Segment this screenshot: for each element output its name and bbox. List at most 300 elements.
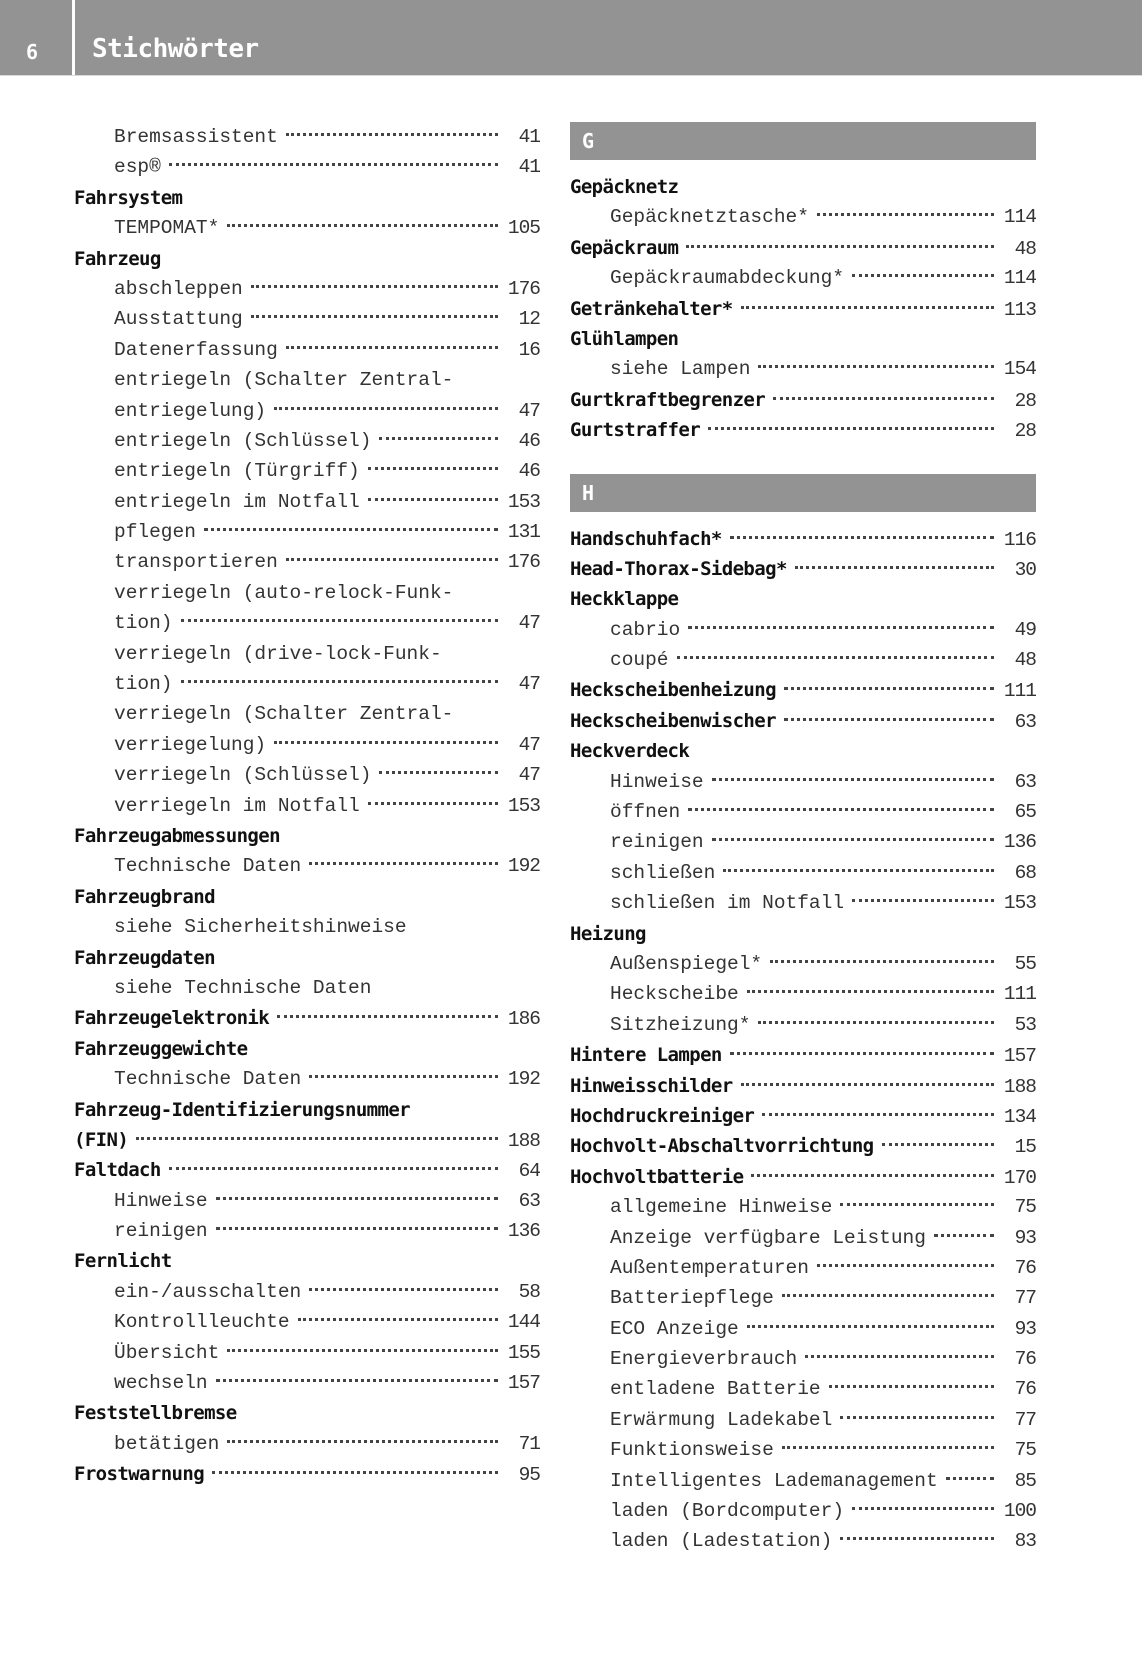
dot-leader xyxy=(852,1507,994,1510)
dot-leader xyxy=(204,528,498,531)
entry-text: Ausstattung xyxy=(114,308,243,331)
index-subentry[interactable] xyxy=(570,1405,1036,1435)
index-subentry[interactable] xyxy=(74,1064,540,1094)
entry-text: ein-/ausschalten xyxy=(114,1280,302,1303)
entry-page-number: 111 xyxy=(1003,983,1036,1006)
entry-text: Frostwarnung xyxy=(74,1463,205,1486)
index-subentry[interactable] xyxy=(74,1429,540,1459)
dot-leader xyxy=(181,680,498,683)
entry-text: entladene Batterie xyxy=(610,1378,821,1401)
entry-page-number: 93 xyxy=(1014,1317,1036,1340)
entry-text: tion) xyxy=(114,612,173,635)
entry-page-number: 49 xyxy=(1014,618,1036,641)
entry-page-number: 28 xyxy=(1014,420,1036,443)
entry-page-number: 41 xyxy=(518,156,540,179)
index-subentry[interactable] xyxy=(74,1186,540,1216)
index-subentry[interactable] xyxy=(74,730,540,760)
entry-text: verriegeln (drive-lock-Funk- xyxy=(114,642,442,665)
dot-leader xyxy=(840,1416,994,1419)
entry-text: Glühlampen xyxy=(570,327,679,350)
dot-leader xyxy=(770,960,994,963)
entry-text: Hintere Lampen xyxy=(570,1044,722,1067)
dot-leader xyxy=(840,1537,994,1540)
index-subentry[interactable] xyxy=(74,1216,540,1246)
entry-page-number: 12 xyxy=(518,308,540,331)
entry-text: Bremsassistent xyxy=(114,126,278,148)
dot-leader xyxy=(136,1137,498,1140)
index-subentry[interactable] xyxy=(74,791,540,821)
entry-text: Hochvoltbatterie xyxy=(570,1165,744,1188)
index-subentry[interactable] xyxy=(74,608,540,638)
entry-text: Fernlicht xyxy=(74,1250,172,1273)
dot-leader xyxy=(741,306,994,309)
index-subentry[interactable] xyxy=(74,912,540,942)
entry-text: laden (Ladestation) xyxy=(610,1530,833,1553)
index-subentry[interactable] xyxy=(74,1368,540,1398)
entry-text: Head-Thorax-Sidebag* xyxy=(570,557,787,580)
entry-page-number: 30 xyxy=(1014,558,1036,581)
index-subentry[interactable] xyxy=(570,1010,1036,1040)
dot-leader xyxy=(758,1021,994,1024)
dot-leader xyxy=(286,558,498,561)
entry-text: Gepäcknetz xyxy=(570,176,679,198)
dot-leader xyxy=(227,1440,498,1443)
entry-text: Hinweise xyxy=(610,770,704,793)
dot-leader xyxy=(882,1143,995,1146)
entry-page-number: 192 xyxy=(507,1068,540,1091)
index-entry[interactable] xyxy=(570,919,1036,949)
entry-text: Hochvolt-Abschaltvorrichtung xyxy=(570,1135,874,1158)
entry-page-number: 77 xyxy=(1014,1408,1036,1431)
dot-leader xyxy=(227,224,498,227)
entry-page-number: 192 xyxy=(507,855,540,878)
entry-page-number: 157 xyxy=(1003,1045,1036,1068)
index-subentry[interactable] xyxy=(570,858,1036,888)
dot-leader xyxy=(251,315,498,318)
dot-leader xyxy=(784,718,994,721)
entry-page-number: 95 xyxy=(518,1464,540,1487)
dot-leader xyxy=(712,778,994,781)
index-subentry[interactable] xyxy=(74,851,540,881)
index-subentry[interactable] xyxy=(570,949,1036,979)
entry-text: Fahrzeugbrand xyxy=(74,885,215,908)
entry-page-number: 47 xyxy=(518,733,540,756)
dot-leader xyxy=(298,1318,498,1321)
dot-leader xyxy=(762,1113,994,1116)
index-subentry[interactable] xyxy=(74,456,540,486)
index-entry[interactable] xyxy=(570,524,1036,554)
index-entry[interactable] xyxy=(570,233,1036,263)
entry-text: schließen im Notfall xyxy=(610,892,845,915)
dot-leader xyxy=(730,536,994,539)
entry-page-number: 176 xyxy=(507,551,540,574)
entry-text: Außentemperaturen xyxy=(610,1256,809,1279)
dot-leader xyxy=(817,1264,994,1267)
entry-page-number: 48 xyxy=(1014,237,1036,260)
dot-leader xyxy=(286,133,498,136)
dot-leader xyxy=(946,1477,994,1480)
dot-leader xyxy=(274,741,498,744)
entry-page-number: 176 xyxy=(507,277,540,300)
entry-text: reinigen xyxy=(114,1220,208,1243)
dot-leader xyxy=(677,656,994,659)
entry-page-number: 157 xyxy=(507,1372,540,1395)
index-subentry[interactable] xyxy=(570,1253,1036,1283)
dot-leader xyxy=(216,1379,498,1382)
index-subentry[interactable] xyxy=(570,797,1036,827)
entry-text: Außenspiegel* xyxy=(610,952,763,975)
dot-leader xyxy=(277,1015,498,1018)
entry-text: Heckscheibe xyxy=(610,983,739,1006)
index-subentry[interactable] xyxy=(570,1283,1036,1313)
index-subentry[interactable] xyxy=(74,487,540,517)
index-column-right xyxy=(570,122,1036,1557)
entry-page-number: 63 xyxy=(1014,770,1036,793)
index-subentry[interactable] xyxy=(74,669,540,699)
index-entry[interactable] xyxy=(570,324,1036,354)
index-subentry[interactable] xyxy=(570,1314,1036,1344)
index-subentry[interactable] xyxy=(570,1223,1036,1253)
entry-text: Übersicht xyxy=(114,1341,220,1364)
entry-text: reinigen xyxy=(610,831,704,854)
entry-page-number: 136 xyxy=(507,1220,540,1243)
index-subentry[interactable] xyxy=(74,1338,540,1368)
entry-text: Sitzheizung* xyxy=(610,1013,751,1036)
dot-leader xyxy=(309,1288,498,1291)
dot-leader xyxy=(368,467,498,470)
index-entry[interactable] xyxy=(74,1155,540,1185)
entry-page-number: 48 xyxy=(1014,649,1036,672)
entry-text: verriegeln (auto-relock-Funk- xyxy=(114,581,454,604)
entry-text: Heckklappe xyxy=(570,588,679,611)
entry-text: wechseln xyxy=(114,1372,208,1395)
entry-text: Gepäcknetztasche* xyxy=(610,206,809,229)
dot-leader xyxy=(829,1385,994,1388)
entry-text: Batteriepflege xyxy=(610,1287,774,1310)
entry-page-number: 76 xyxy=(1014,1348,1036,1371)
dot-leader xyxy=(368,498,498,501)
index-subentry[interactable] xyxy=(74,699,540,729)
index-entry[interactable] xyxy=(74,1095,540,1125)
entry-text: Fahrzeug-Identifizierungsnummer xyxy=(74,1098,411,1121)
entry-page-number: 68 xyxy=(1014,861,1036,884)
entry-text: TEMPOMAT* xyxy=(114,217,220,240)
entry-text: Heckscheibenheizung xyxy=(570,679,776,702)
entry-text: entriegeln (Türgriff) xyxy=(114,460,360,483)
entry-text: Erwärmung Ladekabel xyxy=(610,1408,833,1431)
dot-leader xyxy=(782,1294,994,1297)
index-subentry[interactable] xyxy=(570,1374,1036,1404)
entry-text: Feststellbremse xyxy=(74,1402,237,1425)
entry-page-number: 47 xyxy=(518,399,540,422)
index-entry[interactable] xyxy=(74,1246,540,1276)
dot-leader xyxy=(852,274,994,277)
index-subentry[interactable] xyxy=(570,263,1036,293)
index-subentry[interactable] xyxy=(570,1435,1036,1465)
entry-page-number: 153 xyxy=(507,794,540,817)
section-gap xyxy=(570,446,1036,474)
dot-leader xyxy=(751,1174,994,1177)
entry-text: Heizung xyxy=(570,922,646,945)
entry-text: Fahrzeuggewichte xyxy=(74,1037,248,1060)
index-subentry[interactable] xyxy=(74,396,540,426)
entry-page-number: 114 xyxy=(1003,206,1036,229)
dot-leader xyxy=(840,1203,994,1206)
index-subentry[interactable] xyxy=(74,760,540,790)
index-subentry[interactable] xyxy=(570,615,1036,645)
index-subentry[interactable] xyxy=(74,365,540,395)
index-subentry[interactable] xyxy=(570,1526,1036,1556)
dot-leader xyxy=(274,407,498,410)
index-subentry[interactable] xyxy=(74,152,540,182)
entry-text: tion) xyxy=(114,673,173,696)
index-subentry[interactable] xyxy=(570,1496,1036,1526)
dot-leader xyxy=(169,1167,498,1170)
entry-page-number: 144 xyxy=(507,1311,540,1334)
index-entry[interactable] xyxy=(74,1003,540,1033)
entry-page-number: 83 xyxy=(1014,1530,1036,1553)
index-subentry[interactable] xyxy=(74,547,540,577)
index-entry[interactable] xyxy=(570,584,1036,614)
entry-text: verriegeln im Notfall xyxy=(114,794,360,817)
index-subentry[interactable] xyxy=(570,1466,1036,1496)
index-entry[interactable] xyxy=(74,183,540,213)
entry-text: Gepäckraumabdeckung* xyxy=(610,267,845,290)
entry-page-number: 85 xyxy=(1014,1469,1036,1492)
entry-text: transportieren xyxy=(114,551,278,574)
entry-page-number: 136 xyxy=(1003,831,1036,854)
index-subentry[interactable] xyxy=(570,1344,1036,1374)
dot-leader xyxy=(368,802,498,805)
entry-text: Gepäckraum xyxy=(570,236,679,259)
entry-text: Intelligentes Lademanagement xyxy=(610,1469,938,1492)
index-subentry[interactable] xyxy=(570,645,1036,675)
entry-page-number: 63 xyxy=(1014,710,1036,733)
dot-leader xyxy=(686,245,994,248)
entry-page-number: 46 xyxy=(518,460,540,483)
entry-page-number: 41 xyxy=(518,126,540,148)
entry-page-number: 100 xyxy=(1003,1500,1036,1523)
index-subentry[interactable] xyxy=(74,1307,540,1337)
entry-text: coupé xyxy=(610,649,669,672)
entry-text: laden (Bordcomputer) xyxy=(610,1500,845,1523)
entry-page-number: 63 xyxy=(518,1189,540,1212)
entry-text: betätigen xyxy=(114,1432,220,1455)
page-title: Stichwörter xyxy=(92,34,259,64)
entry-text: esp® xyxy=(114,156,161,179)
dot-leader xyxy=(309,862,498,865)
index-subentry[interactable] xyxy=(74,1277,540,1307)
index-subentry[interactable] xyxy=(74,517,540,547)
entry-page-number: 76 xyxy=(1014,1256,1036,1279)
index-entry[interactable] xyxy=(74,244,540,274)
index-entry[interactable] xyxy=(570,736,1036,766)
index-entry[interactable] xyxy=(570,1071,1036,1101)
entry-text: Handschuhfach* xyxy=(570,527,722,550)
entry-text: Fahrsystem xyxy=(74,186,183,209)
entry-text: schließen xyxy=(610,861,716,884)
index-entry[interactable] xyxy=(74,1398,540,1428)
index-subentry[interactable] xyxy=(570,888,1036,918)
entry-page-number: 131 xyxy=(507,521,540,544)
index-entry[interactable] xyxy=(570,554,1036,584)
index-entry[interactable] xyxy=(570,706,1036,736)
entry-text: Datenerfassung xyxy=(114,338,278,361)
dot-leader xyxy=(688,808,994,811)
entry-page-number: 154 xyxy=(1003,358,1036,381)
index-subentry[interactable] xyxy=(74,122,540,152)
entry-text: Hochdruckreiniger xyxy=(570,1104,755,1127)
index-subentry[interactable] xyxy=(570,1192,1036,1222)
entry-page-number: 46 xyxy=(518,429,540,452)
dot-leader xyxy=(379,771,498,774)
index-entry[interactable] xyxy=(74,943,540,973)
section-letter-header: G xyxy=(570,122,1036,160)
dot-leader xyxy=(251,285,498,288)
index-entry[interactable] xyxy=(570,1162,1036,1192)
entry-page-number: 155 xyxy=(507,1341,540,1364)
index-subentry[interactable] xyxy=(570,767,1036,797)
index-entry[interactable] xyxy=(570,294,1036,324)
entry-text: Technische Daten xyxy=(114,855,302,878)
dot-leader xyxy=(817,213,994,216)
page-number: 6 xyxy=(26,40,39,64)
entry-text: Funktionsweise xyxy=(610,1439,774,1462)
entry-page-number: 75 xyxy=(1014,1196,1036,1219)
entry-text: Energieverbrauch xyxy=(610,1348,798,1371)
dot-leader xyxy=(309,1075,498,1078)
index-entry[interactable] xyxy=(570,1040,1036,1070)
index-subentry[interactable] xyxy=(570,202,1036,232)
entry-page-number: 76 xyxy=(1014,1378,1036,1401)
index-subentry[interactable] xyxy=(74,578,540,608)
index-subentry[interactable] xyxy=(570,979,1036,1009)
entry-page-number: 114 xyxy=(1003,267,1036,290)
entry-text: Fahrzeugelektronik xyxy=(74,1007,270,1030)
index-entry[interactable] xyxy=(74,1459,540,1489)
dot-leader xyxy=(795,566,994,569)
section-letter-header: H xyxy=(570,474,1036,512)
entry-page-number: 170 xyxy=(1003,1166,1036,1189)
index-entry[interactable] xyxy=(570,1131,1036,1161)
entry-page-number: 55 xyxy=(1014,952,1036,975)
entry-text: Heckscheibenwischer xyxy=(570,709,776,732)
entry-page-number: 16 xyxy=(518,338,540,361)
index-entry[interactable] xyxy=(570,415,1036,445)
entry-text: verriegeln (Schlüssel) xyxy=(114,764,372,787)
dot-leader xyxy=(730,1052,994,1055)
entry-page-number: 93 xyxy=(1014,1226,1036,1249)
index-subentry[interactable] xyxy=(74,213,540,243)
entry-text: Gurtkraftbegrenzer xyxy=(570,388,766,411)
entry-page-number: 53 xyxy=(1014,1013,1036,1036)
dot-leader xyxy=(741,1083,994,1086)
dot-leader xyxy=(212,1471,498,1474)
entry-text: verriegelung) xyxy=(114,733,267,756)
dot-leader xyxy=(747,990,994,993)
index-entry[interactable] xyxy=(74,1034,540,1064)
entry-text: siehe Sicherheitshinweise xyxy=(114,916,407,939)
index-entry[interactable] xyxy=(74,1125,540,1155)
entry-text: abschleppen xyxy=(114,277,243,300)
entry-page-number: 116 xyxy=(1003,528,1036,551)
dot-leader xyxy=(216,1197,498,1200)
page-header xyxy=(0,0,1142,76)
dot-leader xyxy=(169,163,498,166)
dot-leader xyxy=(723,869,994,872)
dot-leader xyxy=(747,1325,994,1328)
entry-text: entriegelung) xyxy=(114,399,267,422)
index-entry[interactable] xyxy=(74,821,540,851)
entry-page-number: 71 xyxy=(518,1432,540,1455)
dot-leader xyxy=(379,437,498,440)
dot-leader xyxy=(286,346,498,349)
entry-page-number: 15 xyxy=(1014,1136,1036,1159)
entry-page-number: 111 xyxy=(1003,680,1036,703)
dot-leader xyxy=(227,1349,498,1352)
entry-page-number: 47 xyxy=(518,612,540,635)
dot-leader xyxy=(934,1234,994,1237)
entry-page-number: 65 xyxy=(1014,801,1036,824)
index-entry[interactable] xyxy=(570,675,1036,705)
entry-text: Hinweisschilder xyxy=(570,1074,733,1097)
entry-text: Heckverdeck xyxy=(570,740,690,763)
index-subentry[interactable] xyxy=(74,639,540,669)
index-entry[interactable] xyxy=(570,1101,1036,1131)
index-subentry[interactable] xyxy=(74,335,540,365)
dot-leader xyxy=(181,619,498,622)
index-entry[interactable] xyxy=(570,385,1036,415)
entry-text: siehe Lampen xyxy=(610,358,751,381)
entry-text: entriegeln im Notfall xyxy=(114,490,360,513)
entry-page-number: 105 xyxy=(507,217,540,240)
index-subentry[interactable] xyxy=(74,274,540,304)
entry-page-number: 64 xyxy=(518,1160,540,1183)
entry-page-number: 28 xyxy=(1014,389,1036,412)
index-entry[interactable] xyxy=(74,882,540,912)
entry-page-number: 75 xyxy=(1014,1439,1036,1462)
dot-leader xyxy=(688,626,994,629)
index-subentry[interactable] xyxy=(570,827,1036,857)
index-subentry[interactable] xyxy=(570,354,1036,384)
entry-text: Getränkehalter* xyxy=(570,297,733,320)
dot-leader xyxy=(782,1446,994,1449)
entry-page-number: 58 xyxy=(518,1280,540,1303)
entry-text: Gurtstraffer xyxy=(570,419,701,442)
dot-leader xyxy=(852,899,994,902)
index-subentry[interactable] xyxy=(74,304,540,334)
entry-page-number: 153 xyxy=(507,490,540,513)
dot-leader xyxy=(773,397,994,400)
dot-leader xyxy=(805,1355,994,1358)
index-subentry[interactable] xyxy=(74,973,540,1003)
entry-page-number: 186 xyxy=(507,1008,540,1031)
entry-text: Hinweise xyxy=(114,1189,208,1212)
header-divider xyxy=(72,0,75,75)
dot-leader xyxy=(784,687,994,690)
entry-page-number: 188 xyxy=(1003,1075,1036,1098)
entry-text: Faltdach xyxy=(74,1159,161,1182)
index-entry[interactable] xyxy=(570,172,1036,202)
entry-text: Kontrollleuchte xyxy=(114,1311,290,1334)
entry-text: Technische Daten xyxy=(114,1068,302,1091)
entry-text: verriegeln (Schalter Zentral- xyxy=(114,703,454,726)
entry-text: allgemeine Hinweise xyxy=(610,1196,833,1219)
index-subentry[interactable] xyxy=(74,426,540,456)
index-column-left xyxy=(74,122,540,1490)
entry-page-number: 47 xyxy=(518,764,540,787)
entry-text: Fahrzeugabmessungen xyxy=(74,824,280,847)
